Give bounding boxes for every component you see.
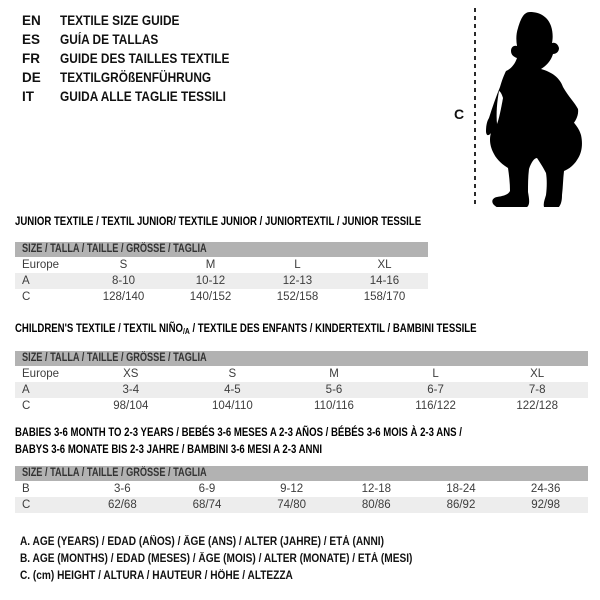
size-cell: 14-16 bbox=[369, 275, 400, 287]
table-title-text bbox=[15, 320, 477, 340]
size-cell: 24-36 bbox=[530, 483, 561, 495]
language-label: GUIDA ALLE TAGLIE TESSILI bbox=[60, 89, 226, 104]
table-row-europe bbox=[15, 366, 588, 382]
size-cell: 7-8 bbox=[528, 384, 546, 396]
row-label-cell: C bbox=[22, 400, 31, 412]
footnote-a bbox=[20, 534, 466, 551]
table-title-line1: BABIES 3-6 MONTH TO 2-3 YEARS / BEBÉS 3-6 MESES A 2-3 AÑOS / BÉBÉS 3-6 MOIS À 2-3 ANS / bbox=[15, 425, 462, 439]
language-code: DE bbox=[22, 70, 41, 85]
row-label-cell: B bbox=[22, 483, 30, 495]
size-cell: 110/116 bbox=[314, 400, 354, 412]
footnote-c bbox=[20, 568, 466, 585]
footnote-legend bbox=[20, 534, 466, 585]
row-label-cell: A bbox=[22, 384, 30, 396]
size-cell: M bbox=[205, 259, 216, 271]
height-dashed-line bbox=[474, 8, 476, 207]
size-cell: 8-10 bbox=[111, 275, 136, 287]
language-code: ES bbox=[22, 32, 41, 47]
size-cell: 98/104 bbox=[113, 400, 149, 412]
size-cell: 152/158 bbox=[276, 291, 319, 303]
language-code: IT bbox=[22, 89, 34, 104]
size-header-text: SIZE / TALLA / TAILLE / GRÖSSE / TAGLIA bbox=[22, 467, 207, 479]
table-title bbox=[15, 424, 588, 458]
junior-textile-section bbox=[15, 213, 428, 305]
title-part: / TEXTILE DES ENFANTS / KINDERTEXTIL / BAMBINI TESSILE bbox=[189, 321, 477, 335]
size-cell: 5-6 bbox=[325, 384, 343, 396]
size-cell: 12-18 bbox=[361, 483, 391, 495]
size-cell: L bbox=[432, 368, 439, 380]
footnote-b bbox=[20, 551, 466, 568]
table-row-age bbox=[15, 273, 428, 289]
table-row-age-months bbox=[15, 481, 588, 497]
measure-label-c: C bbox=[454, 106, 465, 122]
size-cell: 158/170 bbox=[363, 291, 406, 303]
row-label-cell: Europe bbox=[22, 368, 60, 380]
table-row-height bbox=[15, 289, 428, 305]
row-label-cell: Europe bbox=[22, 259, 60, 271]
table-row-height bbox=[15, 497, 588, 513]
size-cell: 68/74 bbox=[192, 499, 222, 511]
size-cell: 3-4 bbox=[122, 384, 140, 396]
height-measure-figure bbox=[450, 5, 595, 210]
language-code: FR bbox=[22, 51, 40, 66]
childrens-size-table bbox=[15, 366, 588, 414]
table-row-height bbox=[15, 398, 588, 414]
table-row-age bbox=[15, 382, 588, 398]
row-label-cell: A bbox=[22, 275, 30, 287]
size-cell: M bbox=[329, 368, 339, 380]
size-cell: 86/92 bbox=[446, 499, 476, 511]
table-title-text: JUNIOR TEXTILE / TEXTIL JUNIOR/ TEXTILE JUNIOR / JUNIORTEXTIL / JUNIOR TESSILE bbox=[15, 214, 422, 228]
language-label: GUIDE DES TAILLES TEXTILE bbox=[60, 51, 230, 66]
language-label: TEXTILE SIZE GUIDE bbox=[60, 13, 180, 28]
childrens-textile-section bbox=[15, 320, 588, 414]
size-cell: 104/110 bbox=[212, 400, 253, 412]
babies-textile-section bbox=[15, 424, 588, 513]
size-header-bar bbox=[15, 466, 588, 481]
size-cell: 3-6 bbox=[114, 483, 131, 495]
row-label-cell: C bbox=[22, 291, 31, 303]
language-row bbox=[22, 49, 253, 68]
babies-size-table bbox=[15, 481, 588, 513]
size-cell: XS bbox=[123, 368, 139, 380]
table-title-line2: BABYS 3-6 MONATE BIS 2-3 JAHRE / BAMBINI 3-6 MESI A 2-3 ANNI bbox=[15, 442, 323, 456]
size-cell: 6-9 bbox=[198, 483, 216, 495]
footnote-text: A. AGE (YEARS) / EDAD (AÑOS) / ÂGE (ANS) / ALTER (JAHRE) / ETÀ (ANNI) bbox=[20, 536, 384, 548]
title-subscript: /A bbox=[182, 326, 190, 336]
size-cell: XL bbox=[377, 259, 392, 271]
size-cell: 128/140 bbox=[102, 291, 145, 303]
title-part: CHILDREN'S TEXTILE / TEXTIL NIÑO bbox=[15, 321, 183, 335]
size-cell: 80/86 bbox=[361, 499, 391, 511]
language-row bbox=[22, 11, 253, 30]
size-cell: S bbox=[228, 368, 237, 380]
size-cell: 9-12 bbox=[280, 483, 304, 495]
size-header-text: SIZE / TALLA / TAILLE / GRÖSSE / TAGLIA bbox=[22, 243, 207, 255]
size-cell: 74/80 bbox=[277, 499, 307, 511]
size-cell: XL bbox=[530, 368, 545, 380]
size-header-bar bbox=[15, 242, 428, 257]
size-cell: 12-13 bbox=[282, 275, 313, 287]
size-cell: 140/152 bbox=[189, 291, 232, 303]
size-cell: 92/98 bbox=[531, 499, 561, 511]
size-header-bar bbox=[15, 351, 588, 366]
size-cell: 6-7 bbox=[427, 384, 444, 396]
language-row bbox=[22, 87, 253, 106]
language-label: TEXTILGRÖßENFÜHRUNG bbox=[60, 70, 212, 85]
footnote-text: C. (cm) HEIGHT / ALTURA / HAUTEUR / HÖHE / ALTEZZA bbox=[20, 570, 293, 582]
table-title bbox=[15, 320, 588, 340]
size-cell: 4-5 bbox=[224, 384, 241, 396]
language-code: EN bbox=[22, 13, 41, 28]
row-label-cell: C bbox=[22, 499, 31, 511]
language-label: GUÍA DE TALLAS bbox=[60, 32, 159, 47]
size-cell: 116/122 bbox=[415, 400, 456, 412]
language-row bbox=[22, 68, 253, 87]
toddler-silhouette bbox=[486, 7, 583, 207]
size-header-text: SIZE / TALLA / TAILLE / GRÖSSE / TAGLIA bbox=[22, 352, 207, 364]
size-cell: L bbox=[294, 259, 301, 271]
footnote-text: B. AGE (MONTHS) / EDAD (MESES) / ÂGE (MOIS) / ALTER (MONATE) / ETÀ (MESI) bbox=[20, 553, 413, 565]
table-title bbox=[15, 213, 428, 230]
language-row bbox=[22, 30, 253, 49]
size-cell: 122/128 bbox=[516, 400, 558, 412]
size-cell: 18-24 bbox=[446, 483, 476, 495]
table-row-europe bbox=[15, 257, 428, 273]
language-list bbox=[22, 11, 253, 106]
junior-size-table bbox=[15, 257, 428, 305]
size-cell: 62/68 bbox=[107, 499, 137, 511]
size-cell: S bbox=[119, 259, 128, 271]
size-cell: 10-12 bbox=[195, 275, 226, 287]
